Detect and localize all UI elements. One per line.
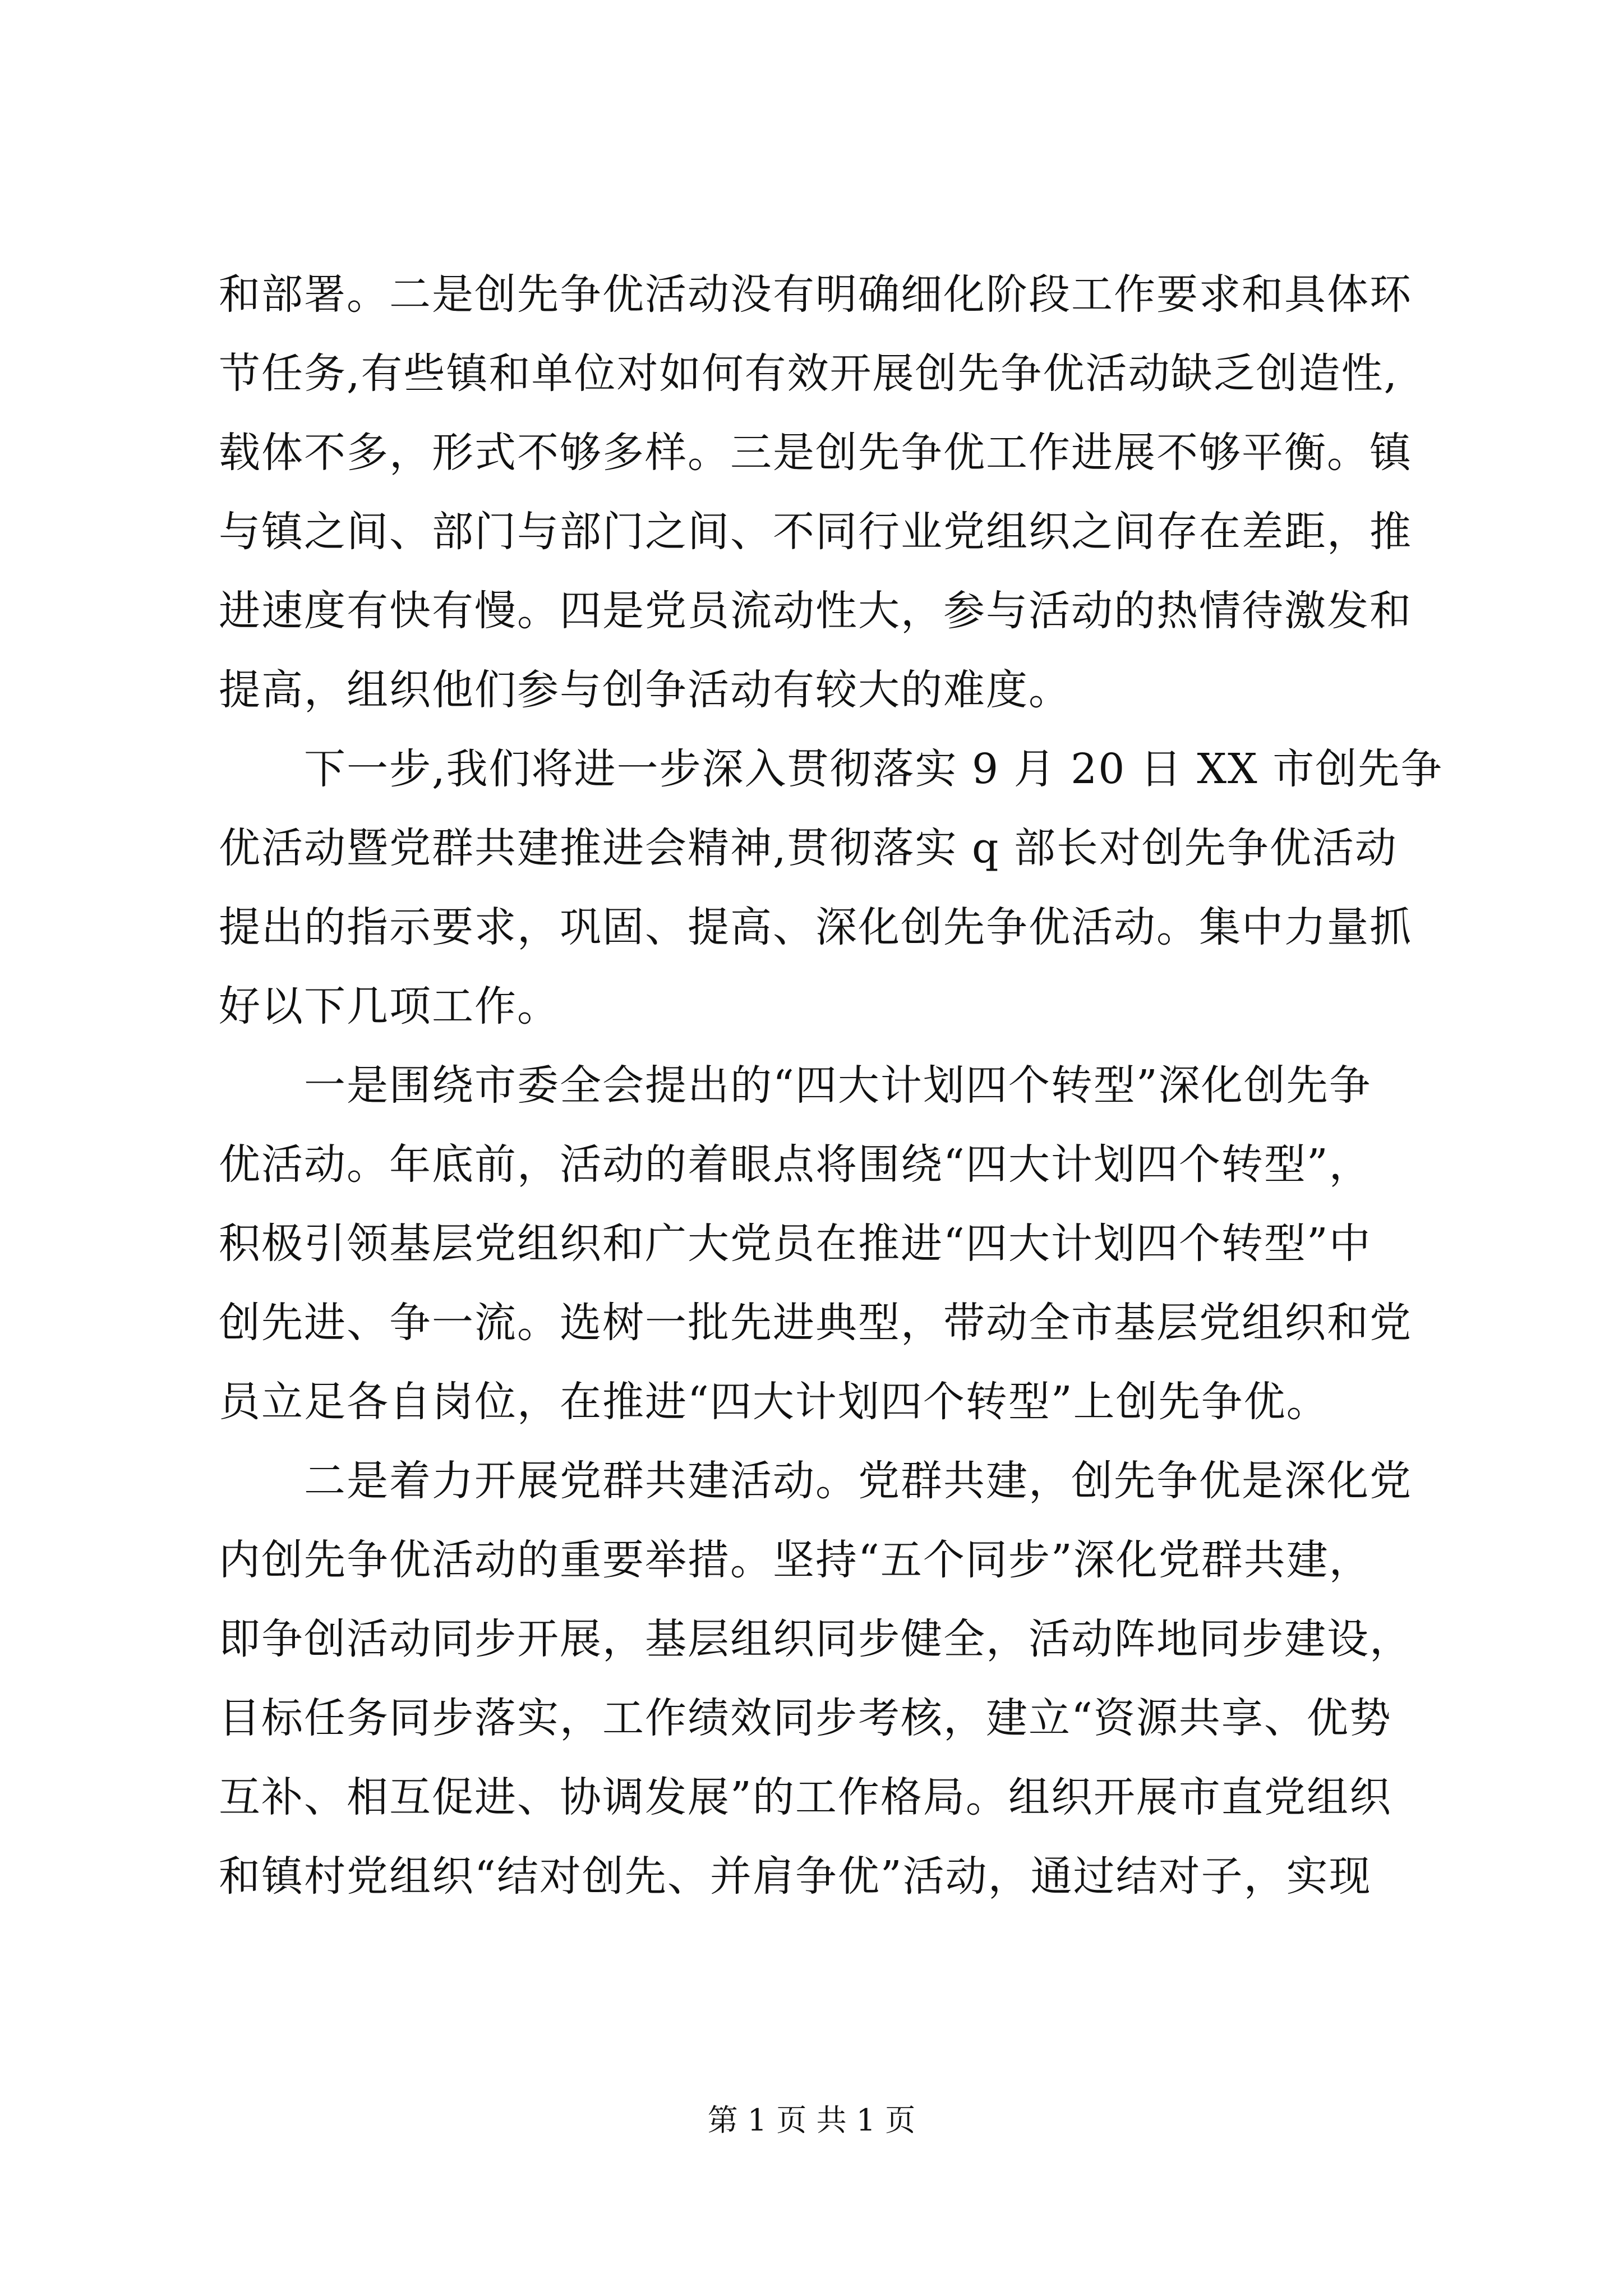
text-line: 优活动暨党群共建推进会精神,贯彻落实 q 部长对创先争优活动 xyxy=(219,824,1398,872)
text-line: 载体不多，形式不够多样。三是创先争优工作进展不够平衡。镇 xyxy=(219,429,1412,477)
text-line: 内创先争优活动的重要举措。坚持“五个同步”深化党群共建， xyxy=(219,1536,1372,1584)
text-line: 节任务,有些镇和单位对如何有效开展创先争优活动缺乏创造性, xyxy=(219,349,1399,398)
text-line: 二是着力开展党群共建活动。党群共建，创先争优是深化党 xyxy=(219,1457,1412,1505)
text-line: 创先进、争一流。选树一批先进典型，带动全市基层党组织和党 xyxy=(219,1299,1412,1347)
text-line: 提高，组织他们参与创争活动有较大的难度。 xyxy=(219,666,1071,714)
text-line: 目标任务同步落实，工作绩效同步考核，建立“资源共享、优势 xyxy=(219,1694,1392,1742)
text-line: 与镇之间、部门与部门之间、不同行业党组织之间存在差距，推 xyxy=(219,508,1412,556)
text-line: 一是围绕市委全会提出的“四大计划四个转型”深化创先争 xyxy=(219,1061,1372,1110)
text-line: 积极引领基层党组织和广大党员在推进“四大计划四个转型”中 xyxy=(219,1220,1372,1268)
text-line: 进速度有快有慢。四是党员流动性大，参与活动的热情待激发和 xyxy=(219,587,1412,635)
text-line: 互补、相互促进、协调发展”的工作格局。组织开展市直党组织 xyxy=(219,1773,1392,1821)
text-line: 即争创活动同步开展，基层组织同步健全，活动阵地同步建设， xyxy=(219,1615,1412,1663)
page-footer: 第 1 页 共 1 页 xyxy=(707,2102,916,2138)
text-line: 员立足各自岗位，在推进“四大计划四个转型”上创先争优。 xyxy=(219,1378,1329,1426)
body-text xyxy=(219,255,1481,1916)
text-line: 和镇村党组织“结对创先、并肩争优”活动，通过结对子，实现 xyxy=(219,1852,1372,1901)
text-line: 优活动。年底前，活动的着眼点将围绕“四大计划四个转型”， xyxy=(219,1140,1372,1189)
text-line: 提出的指示要求，巩固、提高、深化创先争优活动。集中力量抓 xyxy=(219,903,1412,951)
text-line: 好以下几项工作。 xyxy=(219,982,560,1030)
text-line: 和部署。二是创先争优活动没有明确细化阶段工作要求和具体环 xyxy=(219,270,1412,319)
text-line: 下一步,我们将进一步深入贯彻落实 9 月 20 日 XX 市创先争 xyxy=(219,745,1444,793)
